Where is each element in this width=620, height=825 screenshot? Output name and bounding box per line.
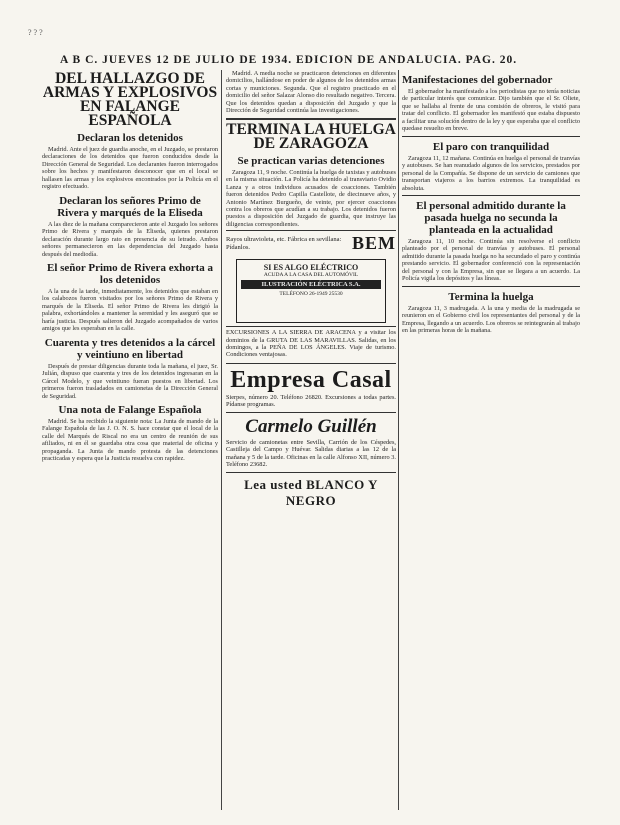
section-heading: Se practican varias detenciones bbox=[237, 154, 385, 167]
advertisement-casal bbox=[226, 363, 396, 411]
article-text: A la una de la tarde, inmediatamente, los detenidos que estaban en los calabozos fueron visitados por los señores Primo de Rivera y marqués de la Eliseda. El señor Primo de Rivera les dirigió la palabra, exhortándoles a mantener la serenidad y les aseguró que se haría justicia. Después salieron del Juzgado acompañados de varios amigos que les esperaban en la calle. bbox=[42, 287, 218, 333]
column-rule bbox=[398, 70, 399, 810]
article-text: El gobernador ha manifestado a los periodistas que no tenía noticias de particular interés que comunicar. Dijo también que el Sr. Oliete, que se hallaba al frente de una comisión de obreros, le visitó para tratar del conflicto. El gobernador les manifestó que estaba dispuesto a facilitar una solución dentro de la ley y que esperaba que el conflicto quedase resuelto en breve. bbox=[402, 88, 580, 133]
section-heading: El señor Primo de Rivera exhorta a los detenidos bbox=[47, 261, 213, 286]
section-heading: Declaran los señores Primo de Rivera y marqués de la Eliseda bbox=[57, 194, 203, 219]
divider bbox=[226, 118, 396, 120]
advertisement-guillen bbox=[226, 412, 396, 470]
article-text: Zaragoza 11, 10 noche. Continúa sin resolverse el conflicto planteado por el personal de tranvías y autobuses. El personal admitido durante la pasada huelga no ha secundado el paro y continúa prestando servicio. El gobernador conferenció con la representación del personal y con la Empresa, sin que se llegara a un acuerdo. La Policía vigila los depósitos y las líneas. bbox=[402, 237, 580, 283]
advertisement-bem bbox=[226, 230, 396, 256]
ad-brand: BEM bbox=[351, 233, 396, 254]
ad-brand: ILUSTRACIÓN ELÉCTRICA S.A. bbox=[241, 280, 381, 289]
advertisement-electric bbox=[236, 259, 386, 323]
ad-brand: Lea usted BLANCO Y NEGRO bbox=[244, 477, 378, 509]
column-rule bbox=[221, 70, 222, 810]
corner-mark: ? ? ? bbox=[28, 28, 43, 37]
divider bbox=[402, 195, 580, 196]
section-heading: Cuarenta y tres detenidos a la cárcel y veintiuno en libertad bbox=[44, 336, 216, 361]
main-headline: DEL HALLAZGO DE ARMAS Y EXPLOSIVOS EN FALANGE ESPAÑOLA bbox=[42, 70, 218, 129]
column-2 bbox=[226, 70, 396, 818]
ad-phone: TELÉFONO 26-1949 25530 bbox=[279, 291, 343, 298]
section-heading: Termina la huelga bbox=[448, 290, 534, 303]
section-heading: Manifestaciones del gobernador bbox=[402, 74, 553, 86]
ad-subtitle: ACUDA A LA CASA DEL AUTOMÓVIL bbox=[263, 272, 359, 279]
advertisement-excursions bbox=[226, 326, 396, 360]
article-text: Zaragoza 11, 12 mañana. Continúa en huelga el personal de tranvías y autobuses. Se han reanudado algunos de los servicios, prestados por personal de la Compañía. Se dispone de un servicio de camiones que transportan viajeros a los barrios extremos. La tranquilidad es absoluta. bbox=[402, 154, 580, 192]
main-headline: TERMINA LA HUELGA DE ZARAGOZA bbox=[226, 120, 396, 152]
ad-text: Servicio de camionetas entre Sevilla, Carrión de los Céspedes, Castilleja del Campo y Huévar. Salidas diarias a las 12 de la mañana y 5 de la tarde. Oficinas en la calle Alfonso XII, número 3. Teléfono 23682. bbox=[226, 439, 396, 469]
section-heading: El personal admitido durante la pasada huelga no secunda la planteada en la actualidad bbox=[416, 199, 566, 236]
column-3 bbox=[402, 70, 580, 818]
ad-brand: Empresa Casal bbox=[230, 366, 392, 393]
ad-text: Sierpes, número 20. Teléfono 26820. Excursiones a todas partes. Pídanse programas. bbox=[226, 393, 396, 408]
article-text: A las diez de la mañana comparecieron ante el Juzgado los señores Primo de Rivera y marqués de la Eliseda, quienes prestaron declaración durante largo rato en presencia de su letrado. Ambos señores permanecieron en las dependencias del Juzgado hasta después del mediodía. bbox=[42, 220, 218, 258]
section-heading: Una nota de Falange Española bbox=[58, 403, 202, 416]
ad-title: SI ES ALGO ELÉCTRICO bbox=[263, 263, 359, 273]
ad-text: Rayos ultravioleta, etc. Fábrica en sevillana: Pídanlos. bbox=[226, 236, 342, 251]
ad-brand: Carmelo Guillén bbox=[245, 416, 377, 438]
article-text: Después de prestar diligencias durante toda la mañana, el juez, Sr. Julián, dispuso que cuarenta y tres de los detenidos ingresaran en la Cárcel Modelo, y que veintiuno fueran puestos en libertad. Los primeros fueron trasladados en camionetas de la Dirección General de Seguridad. bbox=[42, 362, 218, 400]
ad-text: EXCURSIONES A LA SIERRA DE ARACENA y a visitar los dominios de la GRUTA DE LAS MARAVILLAS. Salidas, en los domingos, a la PEÑA DE LOS ÁNGELES. Viaje de turismo. Condiciones ventajosas. bbox=[226, 329, 396, 359]
article-text: Zaragoza 11, 9 noche. Continúa la huelga de taxistas y autobuses en la misma situación. La Policía ha detenido al transviario Ovidio Lanza y a otros individuos acusados de coacciones. También fueron detenidos Pedro Capilla Castellote, de diecinueve años, y Antonio Martínez Burgueño, de veinte, por ejercer coacciones contra los obreros que acudían a su trabajo. Los detenidos fueron puestos a disposición del Juzgado de guardia, que instruye las diligencias correspondientes. bbox=[226, 168, 396, 228]
advertisement-blanco-negro bbox=[226, 472, 396, 511]
section-heading: Declaran los detenidos bbox=[77, 132, 183, 144]
section-heading: El paro con tranquilidad bbox=[432, 140, 550, 153]
article-text: Zaragoza 11, 3 madrugada. A la una y media de la madrugada se reunieron en el Gobierno civil los representantes del personal y de la Empresa, llegando a un acuerdo. Los obreros se reintegrarán al trabajo en las primeras horas de la mañana. bbox=[402, 304, 580, 335]
divider bbox=[402, 286, 580, 287]
article-text: Madrid. A media noche se practicaron detenciones en diferentes domicilios, hallándose en poder de algunos de los detenidos armas cortas y municiones. Segunda. Que el registro practicado en el domicilio del señor Salazar Alonso dio resultado negativo. Tercera. Que los detenidos quedan a disposición del Juzgado y que la Dirección de Seguridad continúa las investigaciones. bbox=[226, 70, 396, 115]
article-text: Madrid. Se ha recibido la siguiente nota: La Junta de mando de la Falange Española de las J. O. N. S. hace constar que el local de la calle del Marqués de Riscal no era un centro de reunión de sus afiliados, ni en él se guardaba otra cosa que material de oficina y propaganda. La Junta de mando protesta de las detenciones practicadas y espera que la Justicia resuelva con rapidez. bbox=[42, 417, 218, 463]
divider bbox=[402, 136, 580, 137]
page-masthead: A B C. JUEVES 12 DE JULIO DE 1934. EDICION DE ANDALUCIA. PAG. 20. bbox=[60, 54, 518, 66]
article-text: Madrid. Ante el juez de guardia anoche, en el Juzgado, se prestaron declaraciones de los detenidos que fueron conducidos desde la Dirección General de Seguridad. Los declarantes fueron interrogados sobre los hechos y manifestaron desconocer que en el local se hallasen las armas y los explosivos encontrados por la Policía en el registro efectuado. bbox=[42, 146, 218, 191]
column-1 bbox=[42, 70, 218, 818]
